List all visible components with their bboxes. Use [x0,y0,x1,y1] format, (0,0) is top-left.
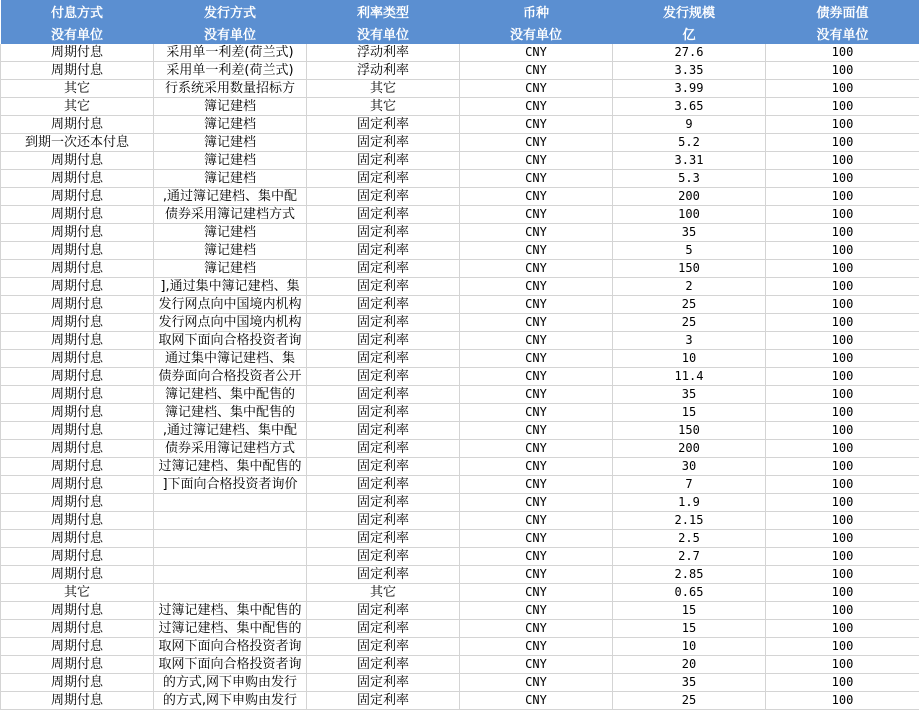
issue-method-cell[interactable]: 簿记建档、集中配售的 [154,404,307,422]
currency-cell[interactable]: CNY [460,242,613,260]
table-row[interactable] [1,206,919,224]
table-row[interactable] [1,422,919,440]
table-row[interactable] [1,620,919,638]
payment-method-cell[interactable]: 其它 [1,98,154,116]
rate-type-cell[interactable]: 固定利率 [307,224,460,242]
payment-method-cell[interactable]: 周期付息 [1,440,154,458]
payment-method-cell[interactable]: 周期付息 [1,170,154,188]
currency-cell[interactable]: CNY [460,692,613,710]
face-value-cell[interactable]: 100 [766,242,919,260]
currency-cell[interactable]: CNY [460,152,613,170]
issue-size-cell[interactable]: 11.4 [613,368,766,386]
face-value-cell[interactable]: 100 [766,332,919,350]
issue-size-cell[interactable]: 15 [613,620,766,638]
rate-type-cell[interactable]: 固定利率 [307,116,460,134]
rate-type-cell[interactable]: 固定利率 [307,152,460,170]
rate-type-cell[interactable]: 其它 [307,80,460,98]
face-value-cell[interactable]: 100 [766,674,919,692]
face-value-cell[interactable]: 100 [766,584,919,602]
payment-method-cell[interactable]: 周期付息 [1,656,154,674]
face-value-cell[interactable]: 100 [766,494,919,512]
face-value-cell[interactable]: 100 [766,314,919,332]
payment-method-cell[interactable]: 周期付息 [1,368,154,386]
table-row[interactable] [1,98,919,116]
payment-method-cell[interactable]: 周期付息 [1,224,154,242]
currency-cell[interactable]: CNY [460,332,613,350]
column-unit-issue-method: 没有单位 [154,22,307,44]
face-value-cell[interactable]: 100 [766,44,919,62]
table-row[interactable] [1,188,919,206]
issue-size-cell[interactable]: 7 [613,476,766,494]
issue-size-cell[interactable]: 2.15 [613,512,766,530]
issue-method-cell[interactable]: 发行网点向中国境内机构 [154,296,307,314]
issue-method-cell[interactable] [154,566,307,584]
issue-method-cell[interactable] [154,584,307,602]
column-header-issue-size[interactable]: 发行规模 [613,0,766,22]
payment-method-cell[interactable]: 周期付息 [1,260,154,278]
currency-cell[interactable]: CNY [460,188,613,206]
rate-type-cell[interactable]: 固定利率 [307,548,460,566]
issue-size-cell[interactable]: 3.31 [613,152,766,170]
payment-method-cell[interactable]: 周期付息 [1,422,154,440]
column-header-payment-method[interactable]: 付息方式 [1,0,154,22]
issue-method-cell[interactable]: 簿记建档 [154,98,307,116]
table-row[interactable] [1,692,919,710]
issue-method-cell[interactable]: ,通过簿记建档、集中配 [154,422,307,440]
currency-cell[interactable]: CNY [460,674,613,692]
currency-cell[interactable]: CNY [460,386,613,404]
rate-type-cell[interactable]: 固定利率 [307,296,460,314]
table-row[interactable] [1,44,919,62]
issue-size-cell[interactable]: 15 [613,602,766,620]
issue-method-cell[interactable]: 簿记建档 [154,116,307,134]
currency-cell[interactable]: CNY [460,62,613,80]
column-unit-rate-type: 没有单位 [307,22,460,44]
issue-method-cell[interactable]: 簿记建档 [154,152,307,170]
currency-cell[interactable]: CNY [460,440,613,458]
issue-method-cell[interactable]: 债券采用簿记建档方式 [154,206,307,224]
issue-size-cell[interactable]: 100 [613,206,766,224]
payment-method-cell[interactable]: 周期付息 [1,458,154,476]
payment-method-cell[interactable]: 周期付息 [1,62,154,80]
face-value-cell[interactable]: 100 [766,512,919,530]
issue-method-cell[interactable]: 采用单一利差(荷兰式) [154,62,307,80]
currency-cell[interactable]: CNY [460,260,613,278]
currency-cell[interactable]: CNY [460,134,613,152]
face-value-cell[interactable]: 100 [766,170,919,188]
issue-size-cell[interactable]: 150 [613,422,766,440]
face-value-cell[interactable]: 100 [766,458,919,476]
face-value-cell[interactable]: 100 [766,404,919,422]
payment-method-cell[interactable]: 周期付息 [1,314,154,332]
face-value-cell[interactable]: 100 [766,422,919,440]
table-row[interactable] [1,440,919,458]
issue-size-cell[interactable]: 25 [613,296,766,314]
table-row[interactable] [1,80,919,98]
face-value-cell[interactable]: 100 [766,656,919,674]
currency-cell[interactable]: CNY [460,170,613,188]
column-header-issue-method[interactable]: 发行方式 [154,0,307,22]
payment-method-cell[interactable]: 周期付息 [1,332,154,350]
payment-method-cell[interactable]: 周期付息 [1,152,154,170]
payment-method-cell[interactable]: 到期一次还本付息 [1,134,154,152]
issue-size-cell[interactable]: 3.99 [613,80,766,98]
payment-method-cell[interactable]: 周期付息 [1,512,154,530]
payment-method-cell[interactable]: 周期付息 [1,674,154,692]
table-row[interactable] [1,476,919,494]
issue-method-cell[interactable]: 取网下面向合格投资者询 [154,656,307,674]
issue-method-cell[interactable]: 通过集中簿记建档、集 [154,350,307,368]
table-row[interactable] [1,278,919,296]
rate-type-cell[interactable]: 固定利率 [307,206,460,224]
issue-method-cell[interactable]: 簿记建档 [154,170,307,188]
rate-type-cell[interactable]: 固定利率 [307,692,460,710]
rate-type-cell[interactable]: 固定利率 [307,350,460,368]
face-value-cell[interactable]: 100 [766,260,919,278]
currency-cell[interactable]: CNY [460,224,613,242]
payment-method-cell[interactable]: 周期付息 [1,620,154,638]
issue-method-cell[interactable]: 过簿记建档、集中配售的 [154,458,307,476]
issue-size-cell[interactable]: 10 [613,638,766,656]
column-unit-currency: 没有单位 [460,22,613,44]
issue-size-cell[interactable]: 5.2 [613,134,766,152]
currency-cell[interactable]: CNY [460,80,613,98]
issue-size-cell[interactable]: 25 [613,314,766,332]
issue-method-cell[interactable]: 取网下面向合格投资者询 [154,332,307,350]
issue-size-cell[interactable]: 2 [613,278,766,296]
issue-size-cell[interactable]: 1.9 [613,494,766,512]
rate-type-cell[interactable]: 其它 [307,584,460,602]
issue-size-cell[interactable]: 27.6 [613,44,766,62]
issue-size-cell[interactable]: 2.7 [613,548,766,566]
rate-type-cell[interactable]: 固定利率 [307,602,460,620]
payment-method-cell[interactable]: 周期付息 [1,206,154,224]
rate-type-cell[interactable]: 固定利率 [307,404,460,422]
rate-type-cell[interactable]: 固定利率 [307,170,460,188]
face-value-cell[interactable]: 100 [766,386,919,404]
rate-type-cell[interactable]: 固定利率 [307,242,460,260]
payment-method-cell[interactable]: 其它 [1,80,154,98]
payment-method-cell[interactable]: 周期付息 [1,296,154,314]
issue-size-cell[interactable]: 3.35 [613,62,766,80]
issue-method-cell[interactable] [154,548,307,566]
currency-cell[interactable]: CNY [460,458,613,476]
column-header-currency[interactable]: 币种 [460,0,613,22]
rate-type-cell[interactable]: 固定利率 [307,422,460,440]
rate-type-cell[interactable]: 浮动利率 [307,44,460,62]
table-row[interactable] [1,350,919,368]
table-row[interactable] [1,170,919,188]
issue-method-cell[interactable]: ],通过集中簿记建档、集 [154,278,307,296]
issue-size-cell[interactable]: 2.85 [613,566,766,584]
currency-cell[interactable]: CNY [460,584,613,602]
payment-method-cell[interactable]: 周期付息 [1,278,154,296]
table-row[interactable] [1,566,919,584]
issue-method-cell[interactable]: 过簿记建档、集中配售的 [154,620,307,638]
face-value-cell[interactable]: 100 [766,440,919,458]
face-value-cell[interactable]: 100 [766,548,919,566]
rate-type-cell[interactable]: 浮动利率 [307,62,460,80]
issue-method-cell[interactable]: 簿记建档、集中配售的 [154,386,307,404]
issue-size-cell[interactable]: 35 [613,224,766,242]
payment-method-cell[interactable]: 周期付息 [1,404,154,422]
face-value-cell[interactable]: 100 [766,638,919,656]
currency-cell[interactable]: CNY [460,404,613,422]
table-row[interactable] [1,152,919,170]
table-row[interactable] [1,116,919,134]
issue-method-cell[interactable]: 簿记建档 [154,260,307,278]
rate-type-cell[interactable]: 固定利率 [307,260,460,278]
rate-type-cell[interactable]: 固定利率 [307,656,460,674]
table-row[interactable] [1,332,919,350]
issue-method-cell[interactable] [154,530,307,548]
issue-size-cell[interactable]: 5.3 [613,170,766,188]
column-header-face-value[interactable]: 债券面值 [766,0,919,22]
currency-cell[interactable]: CNY [460,656,613,674]
face-value-cell[interactable]: 100 [766,296,919,314]
rate-type-cell[interactable]: 固定利率 [307,386,460,404]
issue-size-cell[interactable]: 3.65 [613,98,766,116]
table-row[interactable] [1,62,919,80]
currency-cell[interactable]: CNY [460,530,613,548]
issue-method-cell[interactable]: 簿记建档 [154,134,307,152]
currency-cell[interactable]: CNY [460,602,613,620]
issue-method-cell[interactable]: 采用单一利差(荷兰式) [154,44,307,62]
rate-type-cell[interactable]: 固定利率 [307,512,460,530]
face-value-cell[interactable]: 100 [766,62,919,80]
rate-type-cell[interactable]: 固定利率 [307,674,460,692]
face-value-cell[interactable]: 100 [766,278,919,296]
issue-size-cell[interactable]: 3 [613,332,766,350]
face-value-cell[interactable]: 100 [766,116,919,134]
table-row[interactable] [1,656,919,674]
currency-cell[interactable]: CNY [460,296,613,314]
currency-cell[interactable]: CNY [460,314,613,332]
currency-cell[interactable]: CNY [460,422,613,440]
payment-method-cell[interactable]: 周期付息 [1,638,154,656]
header-unit-row [1,22,919,44]
issue-size-cell[interactable]: 25 [613,692,766,710]
issue-size-cell[interactable]: 200 [613,440,766,458]
table-row[interactable] [1,512,919,530]
payment-method-cell[interactable]: 周期付息 [1,530,154,548]
issue-size-cell[interactable]: 5 [613,242,766,260]
currency-cell[interactable]: CNY [460,512,613,530]
currency-cell[interactable]: CNY [460,350,613,368]
face-value-cell[interactable]: 100 [766,350,919,368]
rate-type-cell[interactable]: 固定利率 [307,440,460,458]
payment-method-cell[interactable]: 周期付息 [1,242,154,260]
face-value-cell[interactable]: 100 [766,206,919,224]
rate-type-cell[interactable]: 其它 [307,98,460,116]
table-row[interactable] [1,260,919,278]
currency-cell[interactable]: CNY [460,638,613,656]
issue-size-cell[interactable]: 150 [613,260,766,278]
currency-cell[interactable]: CNY [460,368,613,386]
issue-method-cell[interactable] [154,494,307,512]
issue-size-cell[interactable]: 9 [613,116,766,134]
table-row[interactable] [1,296,919,314]
face-value-cell[interactable]: 100 [766,134,919,152]
issue-method-cell[interactable]: 过簿记建档、集中配售的 [154,602,307,620]
table-body [1,44,919,710]
payment-method-cell[interactable]: 周期付息 [1,692,154,710]
issue-method-cell[interactable]: 的方式,网下申购由发行 [154,674,307,692]
table-row[interactable] [1,458,919,476]
table-row[interactable] [1,530,919,548]
issue-size-cell[interactable]: 10 [613,350,766,368]
currency-cell[interactable]: CNY [460,278,613,296]
column-unit-payment-method: 没有单位 [1,22,154,44]
issue-method-cell[interactable]: 的方式,网下申购由发行 [154,692,307,710]
issue-size-cell[interactable]: 200 [613,188,766,206]
rate-type-cell[interactable]: 固定利率 [307,368,460,386]
issue-method-cell[interactable] [154,512,307,530]
issue-method-cell[interactable]: 取网下面向合格投资者询 [154,638,307,656]
issue-method-cell[interactable]: 簿记建档 [154,242,307,260]
payment-method-cell[interactable]: 其它 [1,584,154,602]
payment-method-cell[interactable]: 周期付息 [1,386,154,404]
issue-method-cell[interactable]: ]下面向合格投资者询价 [154,476,307,494]
table-row[interactable] [1,548,919,566]
table-row[interactable] [1,368,919,386]
issue-method-cell[interactable]: 行系统采用数量招标方 [154,80,307,98]
table-row[interactable] [1,602,919,620]
issue-size-cell[interactable]: 20 [613,656,766,674]
face-value-cell[interactable]: 100 [766,368,919,386]
face-value-cell[interactable]: 100 [766,224,919,242]
table-row[interactable] [1,638,919,656]
payment-method-cell[interactable]: 周期付息 [1,494,154,512]
issue-size-cell[interactable]: 2.5 [613,530,766,548]
currency-cell[interactable]: CNY [460,206,613,224]
column-header-rate-type[interactable]: 利率类型 [307,0,460,22]
rate-type-cell[interactable]: 固定利率 [307,530,460,548]
column-unit-issue-size: 亿 [613,22,766,44]
currency-cell[interactable]: CNY [460,620,613,638]
rate-type-cell[interactable]: 固定利率 [307,566,460,584]
face-value-cell[interactable]: 100 [766,98,919,116]
table-row[interactable] [1,674,919,692]
issue-size-cell[interactable]: 35 [613,674,766,692]
table-row[interactable] [1,224,919,242]
rate-type-cell[interactable]: 固定利率 [307,494,460,512]
issue-method-cell[interactable]: 债券采用簿记建档方式 [154,440,307,458]
rate-type-cell[interactable]: 固定利率 [307,476,460,494]
payment-method-cell[interactable]: 周期付息 [1,602,154,620]
currency-cell[interactable]: CNY [460,476,613,494]
table-row[interactable] [1,242,919,260]
issue-method-cell[interactable]: 发行网点向中国境内机构 [154,314,307,332]
issue-method-cell[interactable]: 债券面向合格投资者公开 [154,368,307,386]
payment-method-cell[interactable]: 周期付息 [1,548,154,566]
payment-method-cell[interactable]: 周期付息 [1,44,154,62]
issue-size-cell[interactable]: 15 [613,404,766,422]
issue-method-cell[interactable]: 簿记建档 [154,224,307,242]
issue-size-cell[interactable]: 0.65 [613,584,766,602]
table-row[interactable] [1,134,919,152]
face-value-cell[interactable]: 100 [766,80,919,98]
rate-type-cell[interactable]: 固定利率 [307,314,460,332]
payment-method-cell[interactable]: 周期付息 [1,116,154,134]
currency-cell[interactable]: CNY [460,494,613,512]
face-value-cell[interactable]: 100 [766,152,919,170]
rate-type-cell[interactable]: 固定利率 [307,620,460,638]
issue-method-cell[interactable]: ,通过簿记建档、集中配 [154,188,307,206]
payment-method-cell[interactable]: 周期付息 [1,350,154,368]
table-row[interactable] [1,494,919,512]
payment-method-cell[interactable]: 周期付息 [1,476,154,494]
issue-size-cell[interactable]: 30 [613,458,766,476]
rate-type-cell[interactable]: 固定利率 [307,278,460,296]
rate-type-cell[interactable]: 固定利率 [307,638,460,656]
table-row[interactable] [1,386,919,404]
payment-method-cell[interactable]: 周期付息 [1,566,154,584]
rate-type-cell[interactable]: 固定利率 [307,188,460,206]
currency-cell[interactable]: CNY [460,116,613,134]
payment-method-cell[interactable]: 周期付息 [1,188,154,206]
face-value-cell[interactable]: 100 [766,476,919,494]
column-unit-face-value: 没有单位 [766,22,919,44]
currency-cell[interactable]: CNY [460,44,613,62]
face-value-cell[interactable]: 100 [766,566,919,584]
table-row[interactable] [1,584,919,602]
table-header [1,0,919,44]
face-value-cell[interactable]: 100 [766,188,919,206]
face-value-cell[interactable]: 100 [766,692,919,710]
rate-type-cell[interactable]: 固定利率 [307,134,460,152]
face-value-cell[interactable]: 100 [766,620,919,638]
table-row[interactable] [1,404,919,422]
face-value-cell[interactable]: 100 [766,602,919,620]
table-row[interactable] [1,314,919,332]
currency-cell[interactable]: CNY [460,98,613,116]
rate-type-cell[interactable]: 固定利率 [307,458,460,476]
currency-cell[interactable]: CNY [460,548,613,566]
rate-type-cell[interactable]: 固定利率 [307,332,460,350]
face-value-cell[interactable]: 100 [766,530,919,548]
header-name-row [1,0,919,22]
issue-size-cell[interactable]: 35 [613,386,766,404]
currency-cell[interactable]: CNY [460,566,613,584]
